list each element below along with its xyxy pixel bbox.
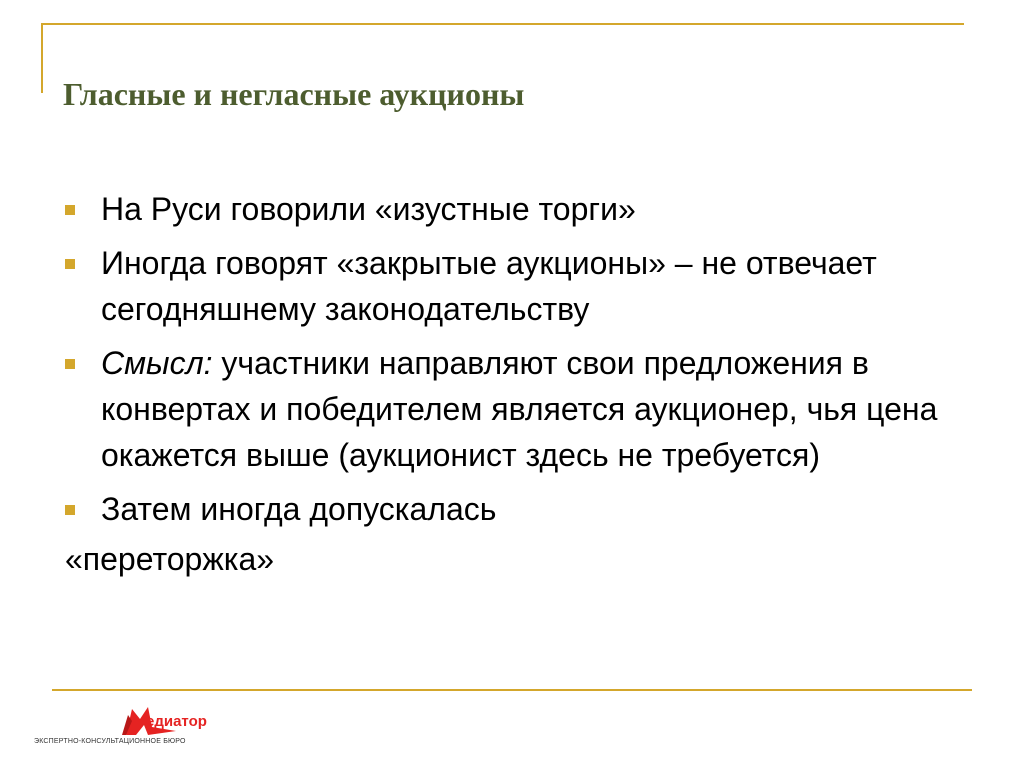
- left-frame-line: [41, 23, 43, 93]
- logo-subtitle: ЭКСПЕРТНО-КОНСУЛЬТАЦИОННОЕ БЮРО: [34, 738, 186, 745]
- square-bullet-icon: [65, 505, 75, 515]
- footer-line: [52, 689, 972, 691]
- bullet-italic-prefix: Смысл:: [101, 345, 213, 381]
- bullet-body: участники направляют свои предложения в конвертах и победителем является аукционер, чья цена окажется выше (аукционист здесь не требуется): [101, 345, 938, 473]
- bullet-item-3: [65, 340, 985, 478]
- trailing-text: «переторжка»: [65, 541, 275, 577]
- square-bullet-icon: [65, 259, 75, 269]
- slide-content: [65, 186, 985, 582]
- square-bullet-icon: [65, 205, 75, 215]
- bullet-text: [101, 340, 985, 478]
- bullet-text: На Руси говорили «изустные торги»: [101, 191, 636, 227]
- bullet-item-2: [65, 240, 985, 332]
- slide-title: Гласные и негласные аукционы: [63, 76, 525, 112]
- bullet-text: Иногда говорят «закрытые аукционы» – не отвечает сегодняшнему законодательству: [101, 245, 877, 327]
- bullet-item-4: [65, 486, 985, 532]
- logo-name: едиатор: [146, 713, 207, 730]
- square-bullet-icon: [65, 359, 75, 369]
- bullet-text: Затем иногда допускалась: [101, 491, 497, 527]
- bullet-item-1: [65, 186, 985, 232]
- top-frame-line: [41, 23, 964, 25]
